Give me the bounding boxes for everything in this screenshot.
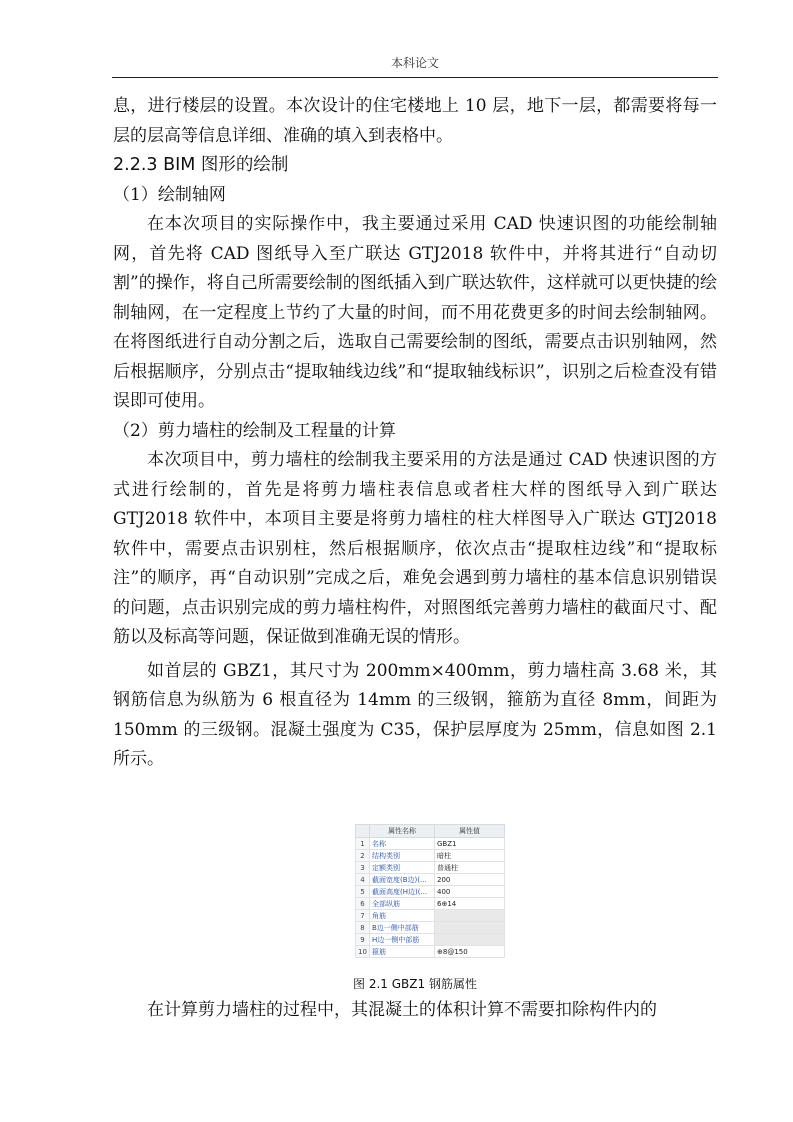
row-index: 5 <box>356 886 370 898</box>
paragraph-gbz1: 如首层的 GBZ1，其尺寸为 200mm×400mm，剪力墙柱高 3.68 米，其钢筋信息为纵筋为 6 根直径为 14mm 的三级钢，箍筋为直径 8mm，间距为 150mm 的三级钢。混凝土强度为 C35，保护层厚度为 25mm，信息如图 2.1 所示。 <box>113 660 717 769</box>
property-name: 定额类别 <box>370 862 435 874</box>
page-header: 本科论文 <box>390 56 439 70</box>
property-name: 箍筋 <box>370 946 435 958</box>
subheading-wall-column: （2）剪力墙柱的绘制及工程量的计算 <box>113 420 396 441</box>
figure-property-table <box>355 824 505 958</box>
subheading-axis: （1）绘制轴网 <box>113 184 226 205</box>
property-name: 截面高度(H边)(... <box>370 886 435 898</box>
table-row <box>356 934 505 946</box>
column-header-value: 属性值 <box>435 825 505 838</box>
property-value: 普通柱 <box>435 862 505 874</box>
property-value: 400 <box>435 886 505 898</box>
property-value <box>435 922 505 934</box>
paragraph-intro: 息，进行楼层的设置。本次设计的住宅楼地上 10 层，地下一层，都需要将每一层的层高等信息详细、准确的填入到表格中。 <box>113 96 717 146</box>
property-value: GBZ1 <box>435 838 505 850</box>
table-row <box>356 850 505 862</box>
table-row <box>356 886 505 898</box>
table-header-row <box>356 825 505 838</box>
row-index: 6 <box>356 898 370 910</box>
property-value <box>435 934 505 946</box>
row-index: 10 <box>356 946 370 958</box>
table-row <box>356 898 505 910</box>
table-row <box>356 946 505 958</box>
document-body <box>113 92 717 775</box>
property-value: 200 <box>435 874 505 886</box>
row-index: 2 <box>356 850 370 862</box>
table-row <box>356 874 505 886</box>
property-value <box>435 910 505 922</box>
property-value: 暗柱 <box>435 850 505 862</box>
paragraph-wall-column: 本次项目中，剪力墙柱的绘制我主要采用的方法是通过 CAD 快速识图的方式进行绘制的，首先是将剪力墙柱表信息或者柱大样的图纸导入到广联达 GTJ2018 软件中，本项目主要是将剪力墙柱的柱大样图导入广联达 GTJ2018 软件中，需要点击识别柱，然后根据顺序，依次点击“提取柱边线”和“提取标注”的顺序，再“自动识别”完成之后，难免会遇到剪力墙柱的基本信息识别错误的问题，点击识别完成的剪力墙柱构件，对照图纸完善剪力墙柱的截面尺寸、配筋以及标高等问题，保证做到准确无误的情形。 <box>113 450 717 647</box>
figure-caption: 图 2.1 GBZ1 钢筋属性 <box>353 977 477 991</box>
header-divider <box>112 77 718 78</box>
paragraph-continuation: 在计算剪力墙柱的过程中，其混凝土的体积计算不需要扣除构件内的 <box>147 1000 657 1020</box>
property-name: 角筋 <box>370 910 435 922</box>
property-value: 6⊕14 <box>435 898 505 910</box>
column-header-index <box>356 825 370 838</box>
property-value: ⊕8@150 <box>435 946 505 958</box>
column-header-name: 属性名称 <box>370 825 435 838</box>
table-row <box>356 910 505 922</box>
table-row <box>356 862 505 874</box>
property-name: 全部纵筋 <box>370 898 435 910</box>
table-row <box>356 922 505 934</box>
section-heading: 2.2.3 BIM 图形的绘制 <box>113 155 289 175</box>
property-name: B边一侧中部筋 <box>370 922 435 934</box>
row-index: 7 <box>356 910 370 922</box>
row-index: 1 <box>356 838 370 850</box>
row-index: 3 <box>356 862 370 874</box>
row-index: 8 <box>356 922 370 934</box>
property-name: 名称 <box>370 838 435 850</box>
property-name: 截面宽度(B边)(... <box>370 874 435 886</box>
row-index: 9 <box>356 934 370 946</box>
paragraph-axis: 在本次项目的实际操作中，我主要通过采用 CAD 快速识图的功能绘制轴网，首先将 CAD 图纸导入至广联达 GTJ2018 软件中，并将其进行“自动切割”的操作，将自己所需要绘制的图纸插入到广联达软件，这样就可以更快捷的绘制轴网，在一定程度上节约了大量的时间，而不用花费更多的时间去绘制轴网。在将图纸进行自动分割之后，选取自己需要绘制的图纸，需要点击识别轴网，然后根据顺序，分别点击“提取轴线边线”和“提取轴线标识”，识别之后检查没有错误即可使用。 <box>113 214 717 411</box>
table-row <box>356 838 505 850</box>
property-table <box>355 824 505 958</box>
property-name: H边一侧中部筋 <box>370 934 435 946</box>
property-name: 结构类别 <box>370 850 435 862</box>
row-index: 4 <box>356 874 370 886</box>
